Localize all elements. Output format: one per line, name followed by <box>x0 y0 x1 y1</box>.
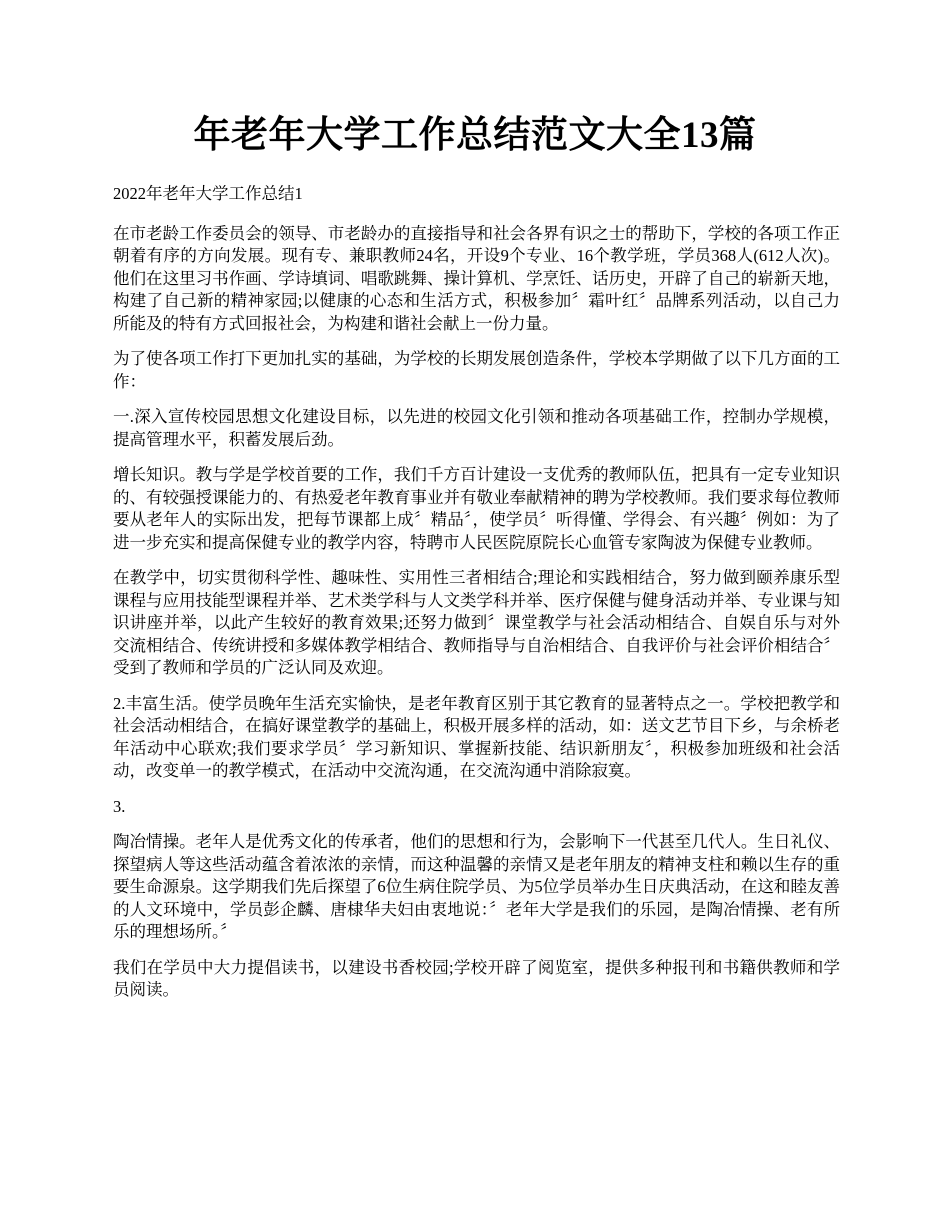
document-body <box>113 183 840 1015</box>
paragraph: 3. <box>113 796 126 816</box>
document-title: 年老年大学工作总结范文大全13篇 <box>193 115 757 156</box>
paragraph: 增长知识。教与学是学校首要的工作，我们千方百计建设一支优秀的教师队伍，把具有一定专业知识的、有较强授课能力的、有热爱老年教育事业并有敬业奉献精神的聘为学校教师。我们要求每位教师要从老年人的实际出发，把每节课都上成〞精品〞，使学员〞听得懂、学得会、有兴趣〞例如：为了进一步充实和提高保健专业的教学内容，特聘市人民医院原院长心血管专家陶波为保健专业教师。 <box>113 465 840 552</box>
section-heading: 2022年老年大学工作总结1 <box>113 184 303 203</box>
paragraph: 一.深入宣传校园思想文化建设目标，以先进的校园文化引领和推动各项基础工作，控制办学规模，提高管理水平，积蓄发展后劲。 <box>113 407 840 449</box>
paragraph: 2.丰富生活。使学员晚年生活充实愉快，是老年教育区别于其它教育的显著特点之一。学校把教学和社会活动相结合，在搞好课堂教学的基础上，积极开展多样的活动，如：送文艺节目下乡，与余桥老年活动中心联欢;我们要求学员〞学习新知识、掌握新技能、结识新朋友〞，积极参加班级和社会活动，改变单一的教学模式，在活动中交流沟通，在交流沟通中消除寂寞。 <box>113 693 840 780</box>
paragraph: 在教学中，切实贯彻科学性、趣味性、实用性三者相结合;理论和实践相结合，努力做到颐养康乐型课程与应用技能型课程并举、艺术类学科与人文类学科并举、医疗保健与健身活动并举、专业课与知识讲座并举，以此产生较好的教育效果;还努力做到〞课堂教学与社会活动相结合、自娱自乐与对外交流相结合、传统讲授和多媒体教学相结合、教师指导与自治相结合、自我评价与社会评价相结合〞受到了教师和学员的广泛认同及欢迎。 <box>113 568 840 677</box>
paragraph: 为了使各项工作打下更加扎实的基础，为学校的长期发展创造条件，学校本学期做了以下几方面的工作： <box>113 349 840 391</box>
paragraph: 陶冶情操。老年人是优秀文化的传承者，他们的思想和行为，会影响下一代甚至几代人。生日礼仪、探望病人等这些活动蕴含着浓浓的亲情，而这种温馨的亲情又是老年朋友的精神支柱和赖以生存的重要生命源泉。这学期我们先后探望了6位生病住院学员、为5位学员举办生日庆典活动，在这和睦友善的人文环境中，学员彭企麟、唐棣华夫妇由衷地说：〞老年大学是我们的乐园，是陶冶情操、老有所乐的理想场所。〞 <box>113 832 840 941</box>
paragraph: 我们在学员中大力提倡读书，以建设书香校园;学校开辟了阅览室，提供多种报刊和书籍供教师和学员阅读。 <box>113 957 840 999</box>
paragraph: 在市老龄工作委员会的领导、市老龄办的直接指导和社会各界有识之士的帮助下，学校的各项工作正朝着有序的方向发展。现有专、兼职教师24名，开设9个专业、16个教学班，学员368人(612人次)。他们在这里习书作画、学诗填词、唱歌跳舞、操计算机、学烹饪、话历史，开辟了自己的崭新天地，构建了自己新的精神家园;以健康的心态和生活方式，积极参加〞霜叶红〞品牌系列活动，以自己力所能及的特有方式回报社会，为构建和谐社会献上一份力量。 <box>113 223 840 333</box>
